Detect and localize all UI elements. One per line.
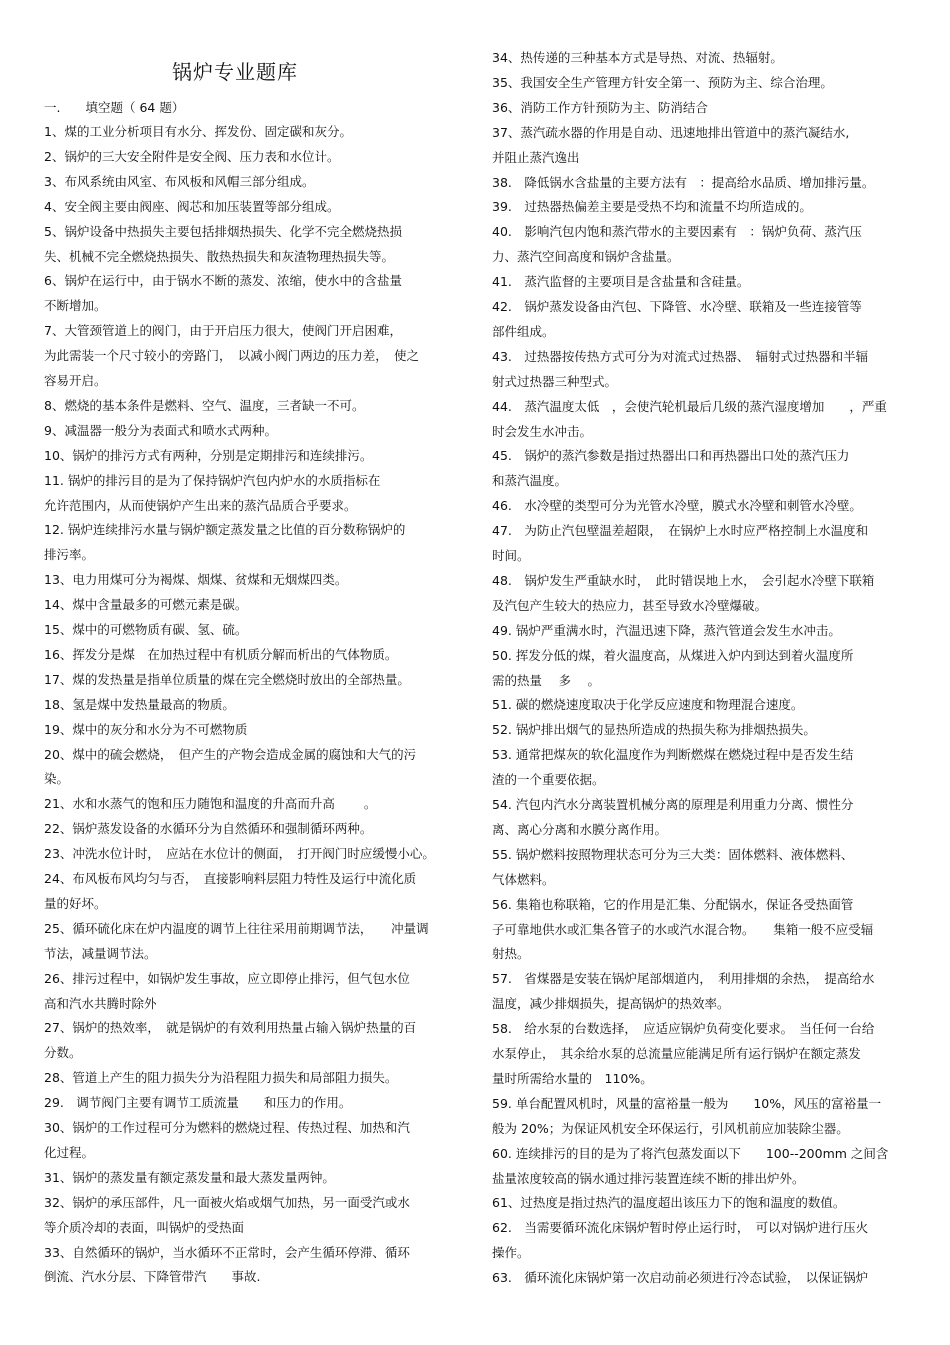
question-line: 21、水和水蒸气的饱和压力随饱和温度的升高而升高 。 [44, 796, 377, 812]
question-line: 52. 锅炉排出烟气的显热所造成的热损失称为排烟热损失。 [492, 722, 816, 738]
question-line: 51. 碳的燃烧速度取决于化学反应速度和物理混合速度。 [492, 697, 804, 713]
question-line: 23、冲洗水位计时， 应站在水位计的侧面， 打开阀门时应缓慢小心。 [44, 846, 435, 862]
question-line: 57. 省煤器是安装在锅炉尾部烟道内， 利用排烟的余热， 提高给水 [492, 971, 875, 987]
question-line: 温度，减少排烟损失，提高锅炉的热效率。 [492, 996, 730, 1012]
question-line: 射式过热器三种型式。 [492, 373, 618, 389]
question-line: 操作。 [492, 1245, 530, 1261]
question-line: 18、氢是煤中发热量最高的物质。 [44, 696, 235, 712]
question-line: 节法，减量调节法。 [44, 945, 157, 961]
question-line: 46. 水冷壁的类型可分为光管水冷壁，膜式水冷壁和刺管水冷壁。 [492, 498, 862, 514]
question-line: 28、管道上产生的阻力损失分为沿程阻力损失和局部阻力损失。 [44, 1070, 398, 1086]
question-line: 离、离心分离和水膜分离作用。 [492, 821, 668, 837]
question-line: 般为 20%；为保证风机安全环保运行，引风机前应加装除尘器。 [492, 1120, 849, 1136]
question-line: 40. 影响汽包内饱和蒸汽带水的主要因素有 ：锅炉负荷、蒸汽压 [492, 224, 862, 240]
question-line: 盐量浓度较高的锅水通过排污装置连续不断的排出炉外。 [492, 1170, 805, 1186]
question-line: 58. 给水泵的台数选择， 应适应锅炉负荷变化要求。 当任何一台给 [492, 1021, 875, 1037]
question-line: 45. 锅炉的蒸汽参数是指过热器出口和再热器出口处的蒸汽压力 [492, 448, 850, 464]
question-line: 力、蒸汽空间高度和锅炉含盐量。 [492, 249, 680, 265]
question-line: 等介质冷却的表面，叫锅炉的受热面 [44, 1219, 245, 1235]
question-line: 33、自然循环的锅炉，当水循环不正常时，会产生循环停滞、循环 [44, 1244, 410, 1260]
question-line: 24、布风板布风均匀与否， 直接影响料层阻力特性及运行中流化质 [44, 871, 417, 886]
question-line: 为此需装一个尺寸较小的旁路门， 以减小阀门两边的压力差， 使之 [44, 348, 420, 364]
question-line: 27、锅炉的热效率， 就是锅炉的有效利用热量占输入锅炉热量的百 [44, 1020, 417, 1036]
question-line: 29. 调节阀门主要有调节工质流量 和压力的作用。 [44, 1095, 352, 1111]
question-line: 倒流、汽水分层、下降管带汽 事故. [44, 1269, 261, 1285]
question-line: 16、挥发分是煤 在加热过程中有机质分解而析出的气体物质。 [44, 646, 398, 662]
question-line: 39. 过热器热偏差主要是受热不均和流量不均所造成的。 [492, 199, 812, 215]
question-line: 22、锅炉蒸发设备的水循环分为自然循环和强制循环两种。 [44, 821, 373, 837]
question-line: 36、消防工作方针预防为主、防消结合 [492, 99, 708, 115]
question-line: 42. 锅炉蒸发设备由汽包、下降管、水冷壁、联箱及一些连接管等 [492, 299, 862, 314]
question-line: 14、煤中含量最多的可燃元素是碳。 [44, 597, 248, 613]
document-title: 锅炉专业题库 [172, 60, 298, 84]
question-line: 1、煤的工业分析项目有水分、挥发份、固定碳和灰分。 [44, 124, 352, 139]
question-line: 7、大管颈管道上的阀门，由于开启压力很大，使阀门开启困难， [44, 323, 402, 339]
question-line: 时间。 [492, 548, 530, 563]
question-line: 50. 挥发分低的煤，着火温度高，从煤进入炉内到达到着火温度所 [492, 647, 854, 663]
question-line: 需的热量 多 。 [492, 672, 600, 688]
question-line: 染。 [44, 771, 70, 787]
question-line: 化过程。 [44, 1144, 95, 1160]
question-line: 25、循环硫化床在炉内温度的调节上往往采用前期调节法， 冲量调 [44, 920, 429, 936]
question-line: 高和汽水共腾时除外 [44, 995, 157, 1011]
question-line: 部件组成。 [492, 323, 555, 339]
question-line: 43. 过热器按传热方式可分为对流式过热器、 辐射式过热器和半辐 [492, 348, 869, 364]
question-line: 41. 蒸汽监督的主要项目是含盐量和含硅量。 [492, 274, 750, 290]
question-line: 分数。 [44, 1045, 82, 1061]
question-line: 17、煤的发热量是指单位质量的煤在完全燃烧时放出的全部热量。 [44, 671, 410, 687]
question-line: 2、锅炉的三大安全附件是安全阀、压力表和水位计。 [44, 148, 340, 164]
question-line: 49. 锅炉严重满水时，汽温迅速下降，蒸汽管道会发生水冲击。 [492, 622, 841, 638]
question-line: 时会发生水冲击。 [492, 423, 593, 439]
question-line: 不断增加。 [44, 298, 107, 314]
question-line: 61、过热度是指过热汽的温度超出该压力下的饱和温度的数值。 [492, 1195, 846, 1211]
question-line: 13、电力用煤可分为褐煤、烟煤、贫煤和无烟煤四类。 [44, 572, 348, 588]
question-line: 并阻止蒸汽逸出 [492, 149, 580, 165]
question-line: 37、蒸汽疏水器的作用是自动、迅速地排出管道中的蒸汽凝结水, [492, 124, 850, 140]
question-line: 量时所需给水量的 110%。 [492, 1070, 653, 1086]
question-line: 44. 蒸汽温度太低 ，会使汽轮机最后几级的蒸汽湿度增加 ，严重 [492, 398, 887, 414]
question-line: 63. 循环流化床锅炉第一次启动前必须进行冷态试验， 以保证锅炉 [492, 1270, 869, 1286]
question-line: 6、锅炉在运行中，由于锅水不断的蒸发、浓缩，使水中的含盐量 [44, 273, 402, 289]
question-line: 渣的一个重要依据。 [492, 772, 605, 788]
question-line: 及汽包产生较大的热应力，甚至导致水冷壁爆破。 [492, 597, 768, 613]
question-line: 气体燃料。 [492, 871, 555, 887]
question-line: 排污率。 [44, 547, 95, 563]
question-line: 量的好坏。 [44, 895, 107, 911]
question-line: 55. 锅炉燃料按照物理状态可分为三大类：固体燃料、液体燃料、 [492, 846, 854, 862]
question-line: 8、燃烧的基本条件是燃料、空气、温度，三者缺一不可。 [44, 397, 365, 413]
question-line: 62. 当需要循环流化床锅炉暂时停止运行时， 可以对锅炉进行压火 [492, 1220, 869, 1236]
question-line: 19、煤中的灰分和水分为不可燃物质 [44, 721, 248, 737]
question-line: 11. 锅炉的排污目的是为了保持锅炉汽包内炉水的水质指标在 [44, 472, 381, 488]
question-line: 9、减温器一般分为表面式和喷水式两种。 [44, 422, 277, 438]
question-line: 56. 集箱也称联箱，它的作用是汇集、分配锅水，保证各受热面管 [492, 896, 854, 912]
question-line: 48. 锅炉发生严重缺水时， 此时错误地上水， 会引起水冷壁下联箱 [492, 572, 875, 588]
question-line: 31、锅炉的蒸发量有额定蒸发量和最大蒸发量两钟。 [44, 1169, 335, 1185]
question-line: 容易开启。 [44, 373, 107, 388]
question-line: 54. 汽包内汽水分离装置机械分离的原理是利用重力分离、惯性分 [492, 797, 854, 812]
question-line: 59. 单台配置风机时，风量的富裕量一般为 10%，风压的富裕量一 [492, 1095, 882, 1111]
question-line: 4、安全阀主要由阀座、阀芯和加压装置等部分组成。 [44, 198, 340, 214]
question-line: 允许范围内，从而使锅炉产生出来的蒸汽品质合乎要求。 [44, 497, 357, 513]
question-line: 10、锅炉的排污方式有两种，分别是定期排污和连续排污。 [44, 447, 373, 463]
question-line: 和蒸汽温度。 [492, 473, 568, 489]
question-line: 32、锅炉的承压部件，凡一面被火焰或烟气加热，另一面受汽或水 [44, 1194, 410, 1210]
question-line: 水泵停止， 其余给水泵的总流量应能满足所有运行锅炉在额定蒸发 [492, 1046, 861, 1061]
question-line: 30、锅炉的工作过程可分为燃料的燃烧过程、传热过程、加热和汽 [44, 1120, 410, 1135]
question-line: 26、排污过程中，如锅炉发生事故，应立即停止排污，但气包水位 [44, 970, 410, 986]
question-line: 53. 通常把煤灰的软化温度作为判断燃煤在燃烧过程中是否发生结 [492, 747, 854, 763]
question-line: 12. 锅炉连续排污水量与锅炉额定蒸发量之比值的百分数称锅炉的 [44, 522, 406, 538]
question-line: 60. 连续排污的目的是为了将汽包蒸发面以下 100--200mm 之间含 [492, 1145, 889, 1161]
question-line: 射热。 [492, 946, 530, 962]
question-line: 35、我国安全生产管理方针安全第一、预防为主、综合治理。 [492, 74, 833, 90]
section-heading: 一. 填空题（ 64 题） [44, 100, 185, 115]
question-line: 47. 为防止汽包壁温差超限， 在锅炉上水时应严格控制上水温度和 [492, 523, 869, 539]
question-line: 20、煤中的硫会燃烧， 但产生的产物会造成金属的腐蚀和大气的污 [44, 746, 417, 762]
question-line: 3、布风系统由风室、布风板和风帽三部分组成。 [44, 173, 315, 189]
question-line: 5、锅炉设备中热损失主要包括排烟热损失、化学不完全燃烧热损 [44, 223, 402, 239]
question-line: 38. 降低锅水含盐量的主要方法有 ：提高给水品质、增加排污量。 [492, 174, 875, 190]
question-line: 34、热传递的三种基本方式是导热、对流、热辐射。 [492, 50, 783, 65]
question-line: 15、煤中的可燃物质有碳、氢、硫。 [44, 622, 248, 637]
question-line: 子可靠地供水或汇集各管子的水或汽水混合物。 集箱一般不应受辐 [492, 921, 874, 937]
question-line: 失、机械不完全燃烧热损失、散热热损失和灰渣物理热损失等。 [44, 248, 395, 264]
